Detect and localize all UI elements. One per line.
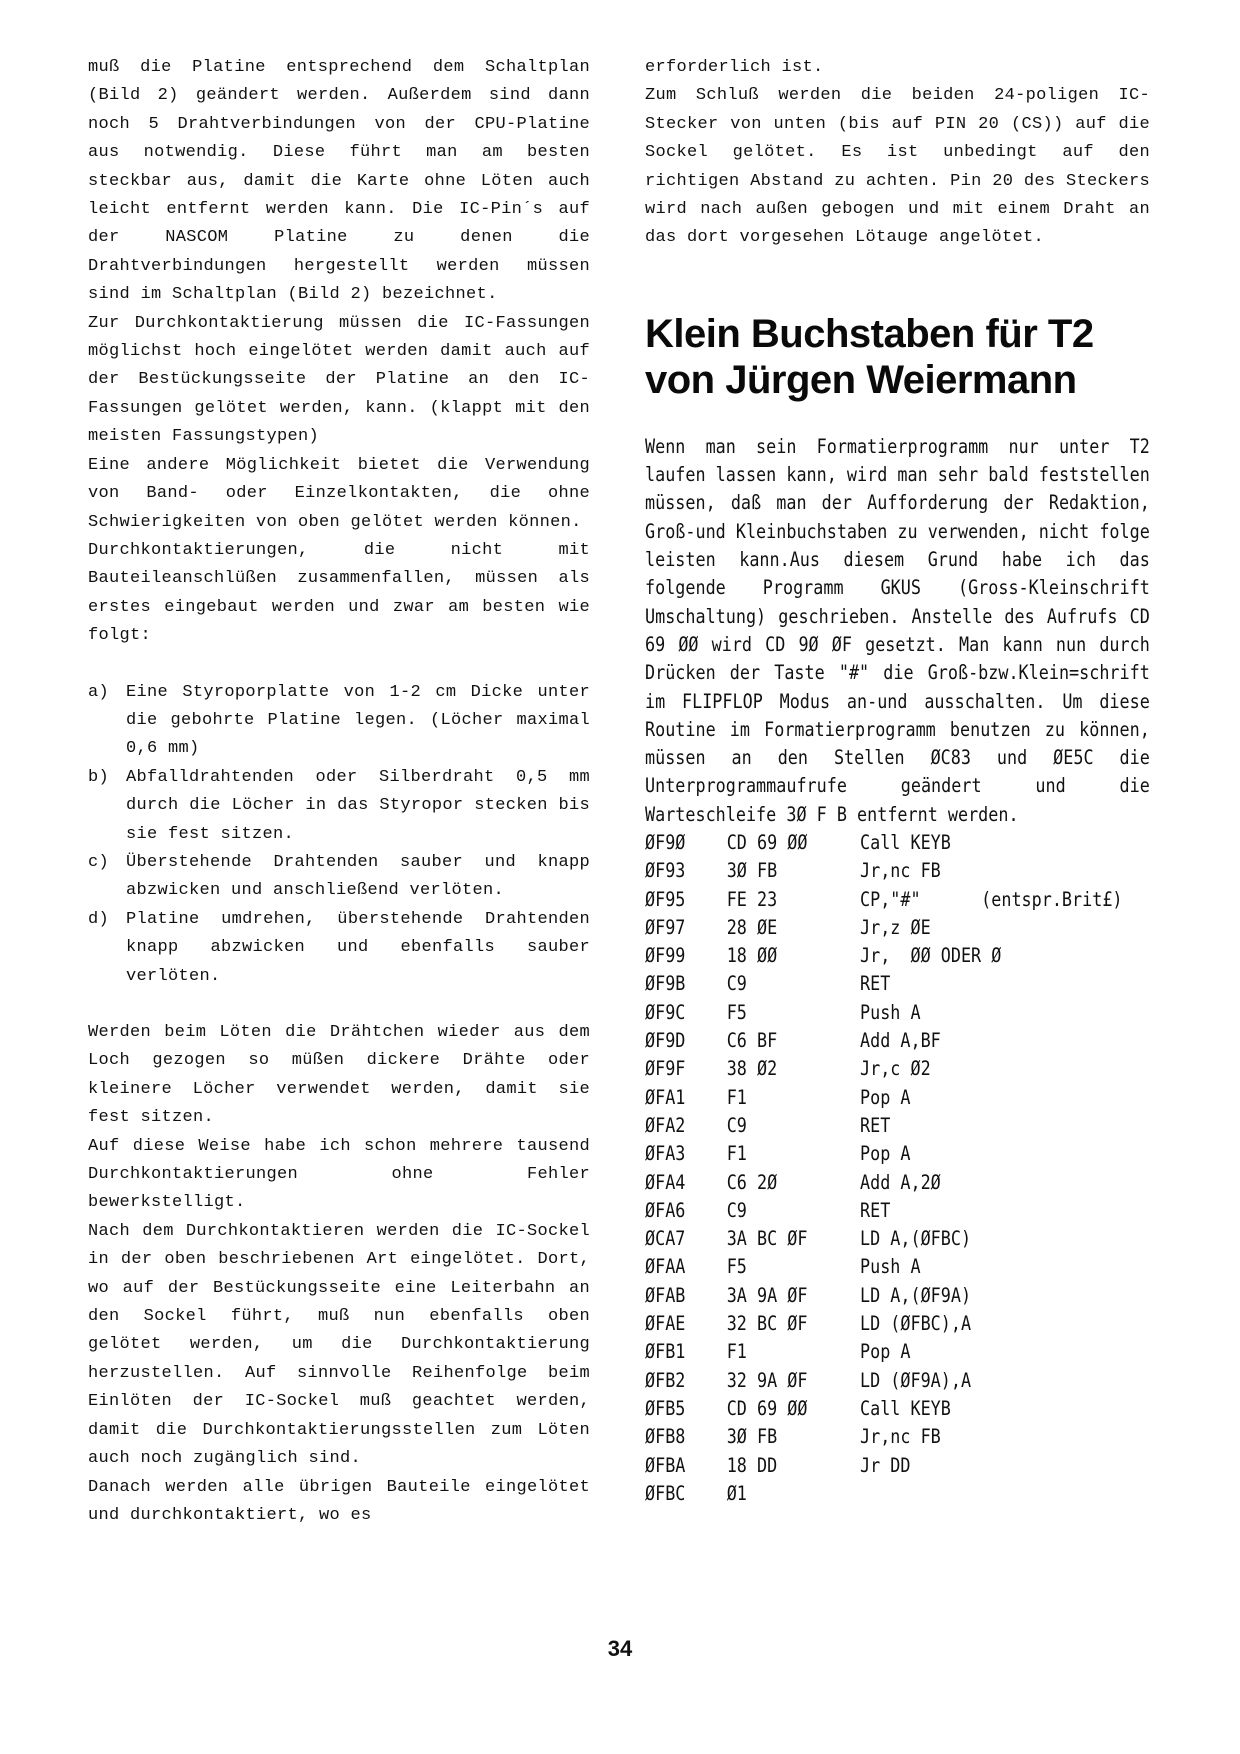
article-body bbox=[645, 433, 1150, 829]
code-instruction: RET bbox=[860, 1113, 891, 1137]
spacer bbox=[88, 651, 590, 679]
code-hex: 3A BC ØF bbox=[726, 1227, 808, 1251]
steps-list bbox=[88, 679, 590, 991]
code-instruction: RET bbox=[860, 1198, 891, 1222]
code-hex: 3A 9A ØF bbox=[726, 1283, 808, 1307]
code-line bbox=[645, 1282, 1150, 1310]
code-hex: 3Ø FB bbox=[726, 859, 778, 883]
code-line bbox=[645, 1225, 1150, 1253]
code-instruction: Jr DD bbox=[860, 1453, 911, 1477]
code-hex: 3Ø FB bbox=[726, 1425, 778, 1449]
code-line bbox=[645, 942, 1150, 970]
code-hex: F1 bbox=[726, 1142, 747, 1166]
continuation-text bbox=[645, 54, 1150, 253]
right-column bbox=[645, 54, 1150, 1508]
code-address: ØFB1 bbox=[645, 1340, 686, 1364]
code-hex: 18 DD bbox=[726, 1453, 778, 1477]
code-address: ØF9Ø bbox=[645, 831, 686, 854]
left-paragraph-8: Danach werden alle übrigen Bauteile eingelötet und durchkontaktiert, wo es bbox=[88, 1477, 590, 1525]
code-hex: F1 bbox=[726, 1340, 747, 1364]
code-instruction: LD (ØF9A),A bbox=[860, 1368, 972, 1392]
left-paragraph-6: Auf diese Weise habe ich schon mehrere tausend Durchkontaktierungen ohne Fehler bewerkstelligt. bbox=[88, 1136, 590, 1213]
spacer bbox=[88, 991, 590, 1019]
step-text: Eine Styroporplatte von 1-2 cm Dicke unter die gebohrte Platine legen. (Löcher maximal 0,6 mm) bbox=[126, 682, 590, 759]
code-hex: F1 bbox=[726, 1085, 747, 1109]
code-hex: 38 Ø2 bbox=[726, 1057, 778, 1081]
code-instruction: CP,"#" (entspr.Brit£) bbox=[860, 887, 1123, 911]
code-instruction: Add A,BF bbox=[860, 1029, 941, 1053]
code-line bbox=[645, 1027, 1150, 1055]
code-instruction: LD A,(ØFBC) bbox=[860, 1227, 972, 1251]
code-instruction: Jr,z ØE bbox=[860, 915, 931, 939]
code-address: ØFAA bbox=[645, 1255, 686, 1279]
code-address: ØF97 bbox=[645, 915, 686, 939]
step-item bbox=[88, 679, 590, 764]
code-address: ØFA2 bbox=[645, 1113, 686, 1137]
code-address: ØFAB bbox=[645, 1283, 686, 1307]
code-line bbox=[645, 1197, 1150, 1225]
step-label: b) bbox=[88, 767, 110, 787]
code-instruction: Jr,nc FB bbox=[860, 1425, 941, 1449]
page-number: 34 bbox=[607, 1636, 633, 1661]
code-instruction: Add A,2Ø bbox=[860, 1170, 941, 1194]
code-address: ØF9D bbox=[645, 1029, 686, 1053]
article-title bbox=[645, 311, 1150, 403]
code-line bbox=[645, 1084, 1150, 1112]
code-address: ØFA4 bbox=[645, 1170, 686, 1194]
code-instruction: Push A bbox=[860, 1000, 921, 1024]
code-address: ØFA1 bbox=[645, 1085, 686, 1109]
left-paragraph-3: Eine andere Möglichkeit bietet die Verwendung von Band- oder Einzelkontakten, die ohne Schwierigkeiten von oben gelötet werden können. bbox=[88, 455, 590, 532]
left-paragraph-5: Werden beim Löten die Drähtchen wieder aus dem Loch gezogen so müßen dickere Drähte oder kleinere Löcher verwendet werden, damit sie fest sitzen. bbox=[88, 1023, 590, 1128]
code-address: ØF9F bbox=[645, 1057, 686, 1081]
step-text: Platine umdrehen, überstehende Drahtenden knapp abzwicken und ebenfalls sauber verlöten. bbox=[126, 909, 590, 986]
intro-line: erforderlich ist. bbox=[645, 58, 824, 77]
title-line-2: von Jürgen Weiermann bbox=[645, 357, 1077, 402]
step-text: Überstehende Drahtenden sauber und knapp abzwicken und anschließend verlöten. bbox=[126, 852, 590, 901]
step-label: a) bbox=[88, 682, 110, 702]
code-hex: 28 ØE bbox=[726, 915, 778, 939]
code-line bbox=[645, 970, 1150, 998]
code-instruction: Pop A bbox=[860, 1340, 911, 1364]
code-instruction: Call KEYB bbox=[860, 1396, 951, 1420]
code-line bbox=[645, 1169, 1150, 1197]
left-column bbox=[88, 54, 590, 1530]
code-address: ØF93 bbox=[645, 859, 686, 883]
title-line-1: Klein Buchstaben für T2 bbox=[645, 311, 1094, 356]
article-paragraph: Wenn man sein Formatierprogramm nur unter T2 laufen lassen kann, wird man sehr bald feststellen müssen, daß man der Aufforderung der Redaktion, Groß-und Kleinbuchstaben zu verwenden, nicht folge leisten kann.Aus diesem Grund habe ich das folgende Programm GKUS (Gross-Kleinschrift Umschaltung) geschrieben. Anstelle des Aufrufs CD 69 ØØ wird CD 9Ø ØF gesetzt. Man kann nun durch Drücken der Taste "#" die Groß-bzw.Klein=schrift im FLIPFLOP Modus an-und ausschalten. Um diese Routine im Formatierprogramm benutzen zu können, müssen an den Stellen ØC83 und ØE5C die Unterprogrammaufrufe geändert und die Warteschleife 3Ø F B entfernt werden. bbox=[645, 434, 1150, 826]
code-line bbox=[645, 857, 1150, 885]
code-instruction: Call KEYB bbox=[860, 831, 951, 854]
code-hex: FE 23 bbox=[726, 887, 778, 911]
code-line bbox=[645, 1310, 1150, 1338]
code-hex: C9 bbox=[726, 1198, 747, 1222]
code-line bbox=[645, 829, 1150, 857]
code-line bbox=[645, 1452, 1150, 1480]
code-line bbox=[645, 1367, 1150, 1395]
code-address: ØFB8 bbox=[645, 1425, 686, 1449]
code-hex: F5 bbox=[726, 1000, 747, 1024]
code-hex: C9 bbox=[726, 972, 747, 996]
code-address: ØF9C bbox=[645, 1000, 686, 1024]
step-text: Abfalldrahtenden oder Silberdraht 0,5 mm durch die Löcher in das Styropor stecken bis sie fest sitzen. bbox=[126, 767, 590, 844]
code-address: ØFB5 bbox=[645, 1396, 686, 1420]
left-paragraph-4: Durchkontaktierungen, die nicht mit Bauteileanschlüßen zusammenfallen, müssen als erstes eingebaut werden und zwar am besten wie folgt: bbox=[88, 540, 590, 646]
code-line bbox=[645, 999, 1150, 1027]
code-address: ØFBC bbox=[645, 1481, 686, 1505]
code-instruction: LD A,(ØF9A) bbox=[860, 1283, 972, 1307]
step-item bbox=[88, 764, 590, 849]
code-instruction: Push A bbox=[860, 1255, 921, 1279]
code-line bbox=[645, 1395, 1150, 1423]
code-hex: C9 bbox=[726, 1113, 747, 1137]
code-listing bbox=[645, 829, 1150, 1508]
left-paragraph-1: muß die Platine entsprechend dem Schaltplan (Bild 2) geändert werden. Außerdem sind dann noch 5 Drahtverbindungen von der CPU-Platine aus notwendig. Diese führt man am besten steckbar aus, damit die Karte ohne Löten auch leicht entfernt werden kann. Die IC-Pin´s auf der NASCOM Platine zu denen die Drahtverbindungen hergestellt werden müssen sind im Schaltplan (Bild 2) bezeichnet. bbox=[88, 58, 590, 305]
code-hex: C6 BF bbox=[726, 1029, 778, 1053]
code-line bbox=[645, 1338, 1150, 1366]
code-instruction: RET bbox=[860, 972, 891, 996]
code-hex: 32 9A ØF bbox=[726, 1368, 808, 1392]
step-item bbox=[88, 906, 590, 991]
code-instruction: Jr,nc FB bbox=[860, 859, 941, 883]
code-hex: CD 69 ØØ bbox=[726, 1396, 808, 1420]
code-instruction: Jr,c Ø2 bbox=[860, 1057, 931, 1081]
code-line bbox=[645, 886, 1150, 914]
step-label: d) bbox=[88, 909, 110, 929]
code-hex: Ø1 bbox=[726, 1481, 747, 1505]
code-instruction: Pop A bbox=[860, 1085, 911, 1109]
code-address: ØF95 bbox=[645, 887, 686, 911]
code-hex: F5 bbox=[726, 1255, 747, 1279]
code-instruction: Jr, ØØ ODER Ø bbox=[860, 944, 1002, 968]
code-instruction: LD (ØFBC),A bbox=[860, 1312, 972, 1336]
code-address: ØFB2 bbox=[645, 1368, 686, 1392]
code-hex: C6 2Ø bbox=[726, 1170, 778, 1194]
code-line bbox=[645, 1112, 1150, 1140]
code-instruction: Pop A bbox=[860, 1142, 911, 1166]
code-address: ØF9B bbox=[645, 972, 686, 996]
code-address: ØFAE bbox=[645, 1312, 686, 1336]
code-line bbox=[645, 1055, 1150, 1083]
step-item bbox=[88, 849, 590, 906]
code-hex: CD 69 ØØ bbox=[726, 831, 808, 854]
code-line bbox=[645, 1140, 1150, 1168]
code-hex: 32 BC ØF bbox=[726, 1312, 808, 1336]
code-address: ØFA3 bbox=[645, 1142, 686, 1166]
code-line bbox=[645, 1253, 1150, 1281]
code-line bbox=[645, 1480, 1150, 1508]
code-address: ØCA7 bbox=[645, 1227, 686, 1251]
code-address: ØFBA bbox=[645, 1453, 686, 1477]
intro-paragraph: Zum Schluß werden die beiden 24-poligen IC-Stecker von unten (bis auf PIN 20 (CS)) auf die Sockel gelötet. Es ist unbedingt auf den richtigen Abstand zu achten. Pin 20 des Steckers wird nach außen gebogen und mit einem Draht an das dort vorgesehen Lötauge angelötet. bbox=[645, 86, 1150, 248]
step-label: c) bbox=[88, 852, 110, 872]
code-address: ØFA6 bbox=[645, 1198, 686, 1222]
code-line bbox=[645, 1423, 1150, 1451]
code-hex: 18 ØØ bbox=[726, 944, 778, 968]
code-line bbox=[645, 914, 1150, 942]
left-paragraph-2: Zur Durchkontaktierung müssen die IC-Fassungen möglichst hoch eingelötet werden damit auch auf der Bestückungsseite der Platine an den IC-Fassungen gelötet werden, kann. (klappt mit den meisten Fassungstypen) bbox=[88, 313, 590, 447]
code-address: ØF99 bbox=[645, 944, 686, 968]
left-paragraph-7: Nach dem Durchkontaktieren werden die IC-Sockel in der oben beschriebenen Art eingelötet. Dort, wo auf der Bestückungsseite eine Leiterbahn an den Sockel führt, muß nun ebenfalls oben gelötet werden, um die Durchkontaktierung herzustellen. Auf sinnvolle Reihenfolge beim Einlöten der IC-Sockel muß geachtet werden, damit die Durchkontaktierungsstellen zum Löten auch noch zugänglich sind. bbox=[88, 1221, 590, 1469]
code-instruction bbox=[860, 1480, 1150, 1508]
